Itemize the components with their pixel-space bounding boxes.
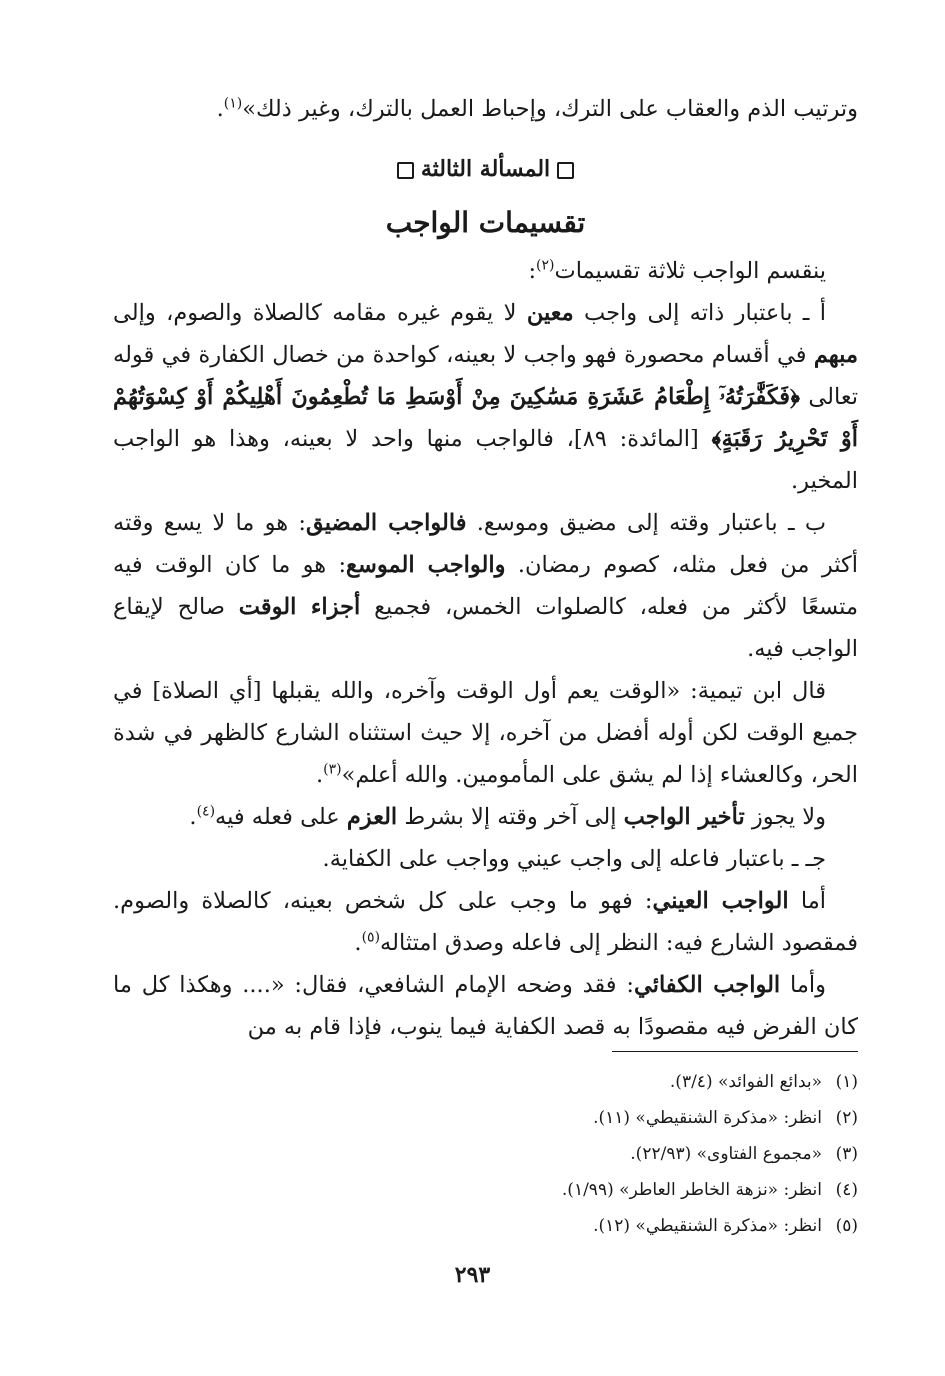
text: : هو ما كان الوقت فيه متسعًا لأكثر من فعله، كالصلوات الخمس، فجميع [113,552,859,620]
bold-term: والواجب الموسع [346,552,506,578]
ayni-paragraph [113,880,858,964]
text: : فهو ما وجب على كل شخص بعينه، كالصلاة والصوم. فمقصود الشارع فيه: النظر إلى فاعله وصدق امتثاله [113,888,858,956]
intro-text: ينقسم الواجب ثلاثة تقسيمات [554,258,826,284]
footnote-number: (٢) [835,1108,858,1128]
text: لا يقوم غيره مقامه كالصلاة والصوم، وإلى [113,300,527,326]
quran-verse: ﴿فَكَفَّٰرَتُهُۥٓ إِطْعَامُ عَشَرَةِ مَسَٰكِينَ مِنْ أَوْسَطِ مَا تُطْعِمُونَ أَهْلِيكُمْ أَوْ كِسْوَتُهُمْ أَوْ تَحْرِيرُ رَقَبَةٍ﴾ [113,384,858,452]
square-ornament-icon [397,162,414,179]
paragraph-continued: وترتيب الذم والعقاب على الترك، وإحباط العمل بالترك، وغير ذلك»$^{(١)}$. [216,95,858,122]
bold-term: أجزاء الوقت [238,594,361,620]
footnote-item [113,1100,858,1136]
punct: : [528,258,537,284]
footnote-text: «مجموع الفتاوى» (٢٢/٩٣). [630,1144,822,1164]
footnote-text: انظر: «مذكرة الشنقيطي» (١١). [593,1108,822,1128]
footnote-ref: (٣) [323,761,342,778]
baa-paragraph [113,502,858,670]
footnote-divider [612,1051,858,1052]
delay-paragraph [113,796,858,838]
text: أما [788,888,827,914]
footnote-ref: (٢) [536,257,555,274]
footnote-ref: (٤) [196,803,216,820]
bold-term: معين [526,300,574,326]
footnote-number: (٤) [835,1180,858,1200]
text: صالح لإيقاع الواجب فيه. [113,594,858,662]
top-line [113,88,858,130]
footnote-text: «بدائع الفوائد» (٣/٤). [669,1072,822,1092]
text: : فقد وضحه الإمام الشافعي، فقال: «.... وهكذا كل ما كان الفرض فيه مقصودًا به قصد الكفاية فيما ينوب، فإذا قام به من [113,972,858,1040]
footnote-ref: (٥) [361,929,381,946]
continued-text: وترتيب الذم والعقاب على الترك، وإحباط العمل بالترك، وغير ذلك» [242,96,858,122]
text: وأما [780,972,826,998]
footnote-number: (٣) [835,1144,858,1164]
intro-paragraph [113,250,858,292]
footnote-item [113,1136,858,1172]
section-label: المسألة الثالثة [420,156,551,182]
main-text [113,250,858,1048]
bold-term: تأخير الواجب [623,804,745,830]
bold-term: مبهم [813,342,858,368]
text: أ ـ باعتبار ذاته إلى واجب [573,300,826,326]
bold-term: الواجب العيني [652,888,789,914]
footnote-ref: (١) [223,95,243,112]
footnotes [113,1064,858,1244]
punct: . [354,930,362,956]
square-ornament-icon [557,162,574,179]
text: ولا يجوز [744,804,826,830]
bold-term: العزم [346,804,398,830]
text: ب ـ باعتبار وقته إلى مضيق وموسع. [466,510,826,536]
bold-term: فالواجب المضيق [305,510,467,536]
footnote-item [113,1208,858,1244]
section-heading [113,148,858,190]
jim-paragraph: جـ ـ باعتبار فاعله إلى واجب عيني وواجب على الكفاية. [322,846,826,872]
footnote-number: (٥) [835,1216,858,1236]
text: : هو ما لا يسع وقته أكثر من فعل مثله، كصوم رمضان. [113,510,859,578]
footnote-item [113,1064,858,1100]
page-title: تقسيمات الواجب [385,206,586,239]
text: إلى آخر وقته إلا بشرط [397,804,624,830]
footnote-number: (١) [835,1072,858,1092]
punct: . [189,804,197,830]
bold-term: الواجب الكفائي [633,972,781,998]
footnote-text: انظر: «نزهة الخاطر العاطر» (١/٩٩). [561,1180,822,1200]
page-number: ٢٩٣ [454,1262,491,1288]
footnote-item [113,1172,858,1208]
footnote-text: انظر: «مذكرة الشنقيطي» (١٢). [593,1216,822,1236]
punct: . [316,762,324,788]
text: على فعله فيه [215,804,347,830]
ibn-taymiyya-quote [113,670,858,796]
text: في أقسام محصورة فهو واجب لا بعينه، كواحدة من خصال الكفارة في قوله تعالى [113,342,858,410]
alif-paragraph [113,292,858,502]
kifai-paragraph [113,964,858,1048]
text: [المائدة: ٨٩]، فالواجب منها واحد لا بعينه، وهذا هو الواجب المخير. [113,426,858,494]
quote-text: قال ابن تيمية: «الوقت يعم أول الوقت وآخره، والله يقبلها [أي الصلاة] في جميع الوقت لكن أوله أفضل من آخره، إلا حيث استثناه الشارع كالظهر في شدة الحر، وكالعشاء إذا لم يشق على المأمومين. والله أعلم» [113,678,858,788]
